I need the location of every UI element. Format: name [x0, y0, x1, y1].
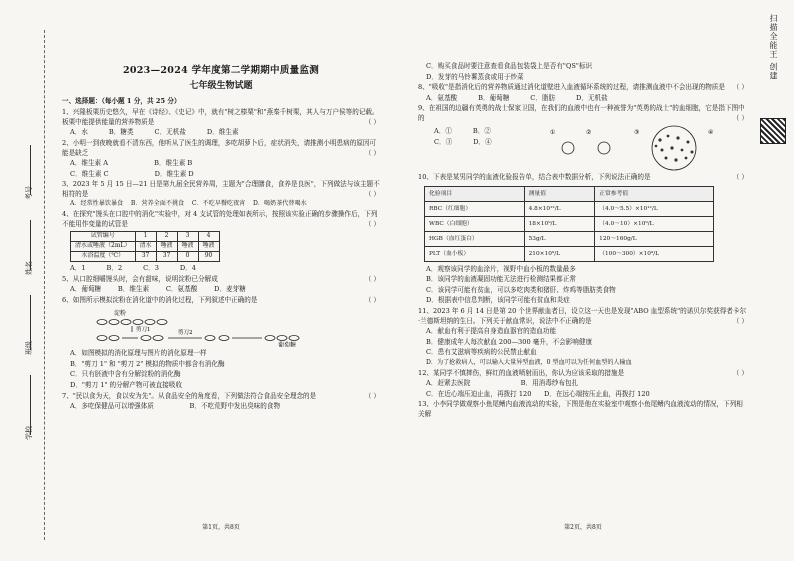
question-11-option-d: D．为了抢救病人，可以输入大量异型血液，0 型血可以为任何血型的人输血: [426, 358, 632, 366]
question-4: 4、在探究"馒头在口腔中的消化"实验中，对 4 支试管的处理如表所示，按照该实验正确的步骤操作后，下列不能用作变量的试管是 （ ）: [62, 210, 380, 228]
page-1-footer: 第1页，共8页: [202, 524, 240, 532]
table-row: HGB（血红蛋白） 53g/L 120～160g/L: [425, 231, 714, 246]
table-row: RBC（红细胞） 4.8×10¹²/L （4.0～5.5）×10¹²/L: [425, 201, 714, 216]
table-row: 化验项目 测量值 正常参考值: [425, 186, 714, 201]
starch-digestion-diagram: [92, 307, 380, 347]
question-8: 8、"吸收"是指消化后的营养物质通过消化道壁进入血液循环系统的过程，请推测血液中不会出现的物质是 （ ）: [418, 83, 748, 92]
question-9: 9、在祖国的边疆有英勇的战士保家卫国，在我们的血液中也有一种被誉为"英勇的战士"的血细胞，它是指下图中的 （ ）: [418, 104, 748, 122]
scanner-watermark: 扫描全能王 创建: [769, 14, 778, 81]
exam-subtitle: 七年级生物试题: [189, 80, 253, 91]
cell-label-4: ④: [708, 129, 714, 137]
question-12-option-ab: A．赶紧去医院 B．用消毒纱布包扎: [426, 379, 579, 388]
question-1-options: A．水 B．糖类 C．无机盐 D．维生素: [70, 128, 239, 137]
question-10-option-d: D．根据表中信息判断，该同学可能有贫血和炎症: [426, 296, 570, 305]
name-label: 姓名: [25, 261, 33, 275]
question-10-option-a: A．观察该同学的血涂片，视野中血小板的数量最多: [426, 264, 576, 273]
section-heading: 一、选择题：（每小题 1 分，共 25 分）: [62, 96, 181, 105]
page-2: [418, 30, 748, 535]
diagram-label-cut2: 剪刀2: [178, 330, 193, 337]
qr-code-icon: [760, 118, 786, 144]
exam-no-line: [30, 145, 31, 195]
name-line: [30, 220, 31, 270]
binding-margin: [0, 0, 56, 561]
table-row: WBC（白细胞） 18×10⁹/L （4.0～10）×10⁹/L: [425, 216, 714, 231]
blood-test-table: [424, 186, 714, 262]
page-2-footer: 第2页，共8页: [564, 524, 602, 532]
question-7-option-c: C．购买食品时要注意查看食品包装袋上是否有"QS"标识: [426, 62, 593, 70]
page-1: [62, 30, 380, 535]
question-12-option-cd: C．在近心端压迫止血，再拨打 120 D．在远心端按压止血，再拨打 120: [426, 389, 650, 398]
question-9-options-b: C．③ D．④: [434, 137, 492, 146]
table-row: 试管编号 1 2 3 4: [71, 232, 220, 242]
digestion-model-svg: [92, 307, 322, 347]
cell-label-2: ②: [586, 129, 592, 137]
question-6-option-b: B．"剪刀 1" 和 "剪刀 2" 模拟的物质中都含有消化酶: [70, 359, 225, 368]
question-11-option-b: B．健康成年人每次献血 200—300 毫升，不会影响健康: [426, 337, 593, 346]
question-2-options-b: C．维生素 C D．维生素 D: [70, 169, 194, 178]
diagram-label-glucose: 葡萄糖: [278, 342, 297, 348]
question-10-option-c: C．该同学可能有贫血，可以多吃肉类和猪肝、炸鸡等脂肪类食物: [426, 285, 616, 294]
question-3: 3、2023 年 5 月 15 日—21 日是第九届全民营养周，主题为"合理膳食，食养是良医"，下列做法与该主题不相符的是 （ ）: [62, 180, 380, 198]
blood-cell-diagram: [418, 124, 748, 172]
question-2-options-a: A．维生素 A B．维生素 B: [70, 159, 193, 168]
table-row: 水浴温度（℃） 37 37 0 90: [71, 252, 220, 262]
question-5-options: A．葡萄糖 B．维生素 C．氨基酸 D．麦芽糖: [70, 285, 246, 294]
question-6-option-d: D．"剪刀 1" 的分解产物可被直接吸收: [70, 381, 183, 390]
question-11-option-c: C．患有艾滋病等疾病的公民禁止献血: [426, 348, 537, 357]
question-7-option-d: D．发芽的马铃薯蒸食或用于炒菜: [426, 72, 524, 81]
exam-title: 2023—2024 学年度第二学期期中质量监测: [122, 65, 320, 76]
diagram-label-cut1: 剪刀1: [136, 327, 151, 334]
diagram-label-starch: 淀粉: [114, 310, 127, 318]
question-1: 1、兴隆板栗历史悠久，早在《诗经》、《史记》中，就有"树之榛栗"和"燕秦千树栗，其人与万户侯等的记载。板栗中能提供能量的营养物质是 （ ）: [62, 108, 380, 126]
question-6: 6、如图所示模拟淀粉在消化道中的消化过程，下列叙述中正确的是 （ ）: [62, 295, 380, 304]
question-10: 10、下表是某男同学的血液化验报告单，结合表中数据分析，下列说法正确的是 （ ）: [418, 173, 748, 182]
table-row: PLT（血小板） 210×10⁹/L （100～300）×10⁹/L: [425, 246, 714, 261]
class-label: 班级: [25, 341, 33, 355]
class-line: [30, 295, 31, 350]
table-row: 清水或唾液（2mL） 清水 唾液 唾液 唾液: [71, 242, 220, 252]
question-6-option-c: C．只有胚液中含有分解淀粉的消化酶: [70, 370, 181, 379]
question-10-option-b: B．该同学的血液凝固功能无法进行检测结果都正常: [426, 275, 576, 284]
question-13: 13、小李同学做观察小鱼尾鳍内血液流动的实验，下图是他在实验室中观察小鱼尾鳍内血液流动的情况，下列相关解: [418, 400, 743, 418]
question-4-options: A．1 B．2 C．3 D．4: [70, 264, 196, 273]
experiment-table: [70, 231, 220, 262]
cell-label-1: ①: [550, 129, 556, 137]
cell-label-3: ③: [634, 129, 640, 137]
school-line: [30, 375, 31, 435]
question-9-options-a: A．① B．②: [434, 127, 491, 136]
question-6-option-a: A．如图模拟的消化原理与图片的消化原理一样: [70, 349, 207, 358]
question-3-options: A．经常性暴饮暴食 B．营养全面不挑食 C．不吃早餐吃夜宵 D．喝奶茶代替喝水: [70, 200, 307, 208]
question-5: 5、从口腔细嚼馒头时，会有甜味，说明淀粉已分解成 （ ）: [62, 274, 380, 283]
question-11: 11、2023 年 6 月 14 日是第 20 个世界献血者日，设立这一天也是发现"ABO 血型系统"的诺贝尔奖获得者卡尔·兰德斯坦纳的生日。下列关于献血常识，说法中不正确的是 （ ）: [418, 307, 748, 325]
school-label: 学校: [25, 426, 33, 440]
question-2: 2、小明一到夜晚就看不清东西，他听从了医生的调理，多吃胡萝卜后，症状消失，请推测小明患病的原因可能是缺乏 （ ）: [62, 139, 380, 157]
question-7: 7、"民以食为天，食以安为先"。从食品安全的角度看，下列做法符合食品安全理念的是 （ ）: [62, 391, 380, 400]
question-7-option-ab: A．多吃保健品可以增强体质 B．不吃荒野中发出臭味的食物: [70, 402, 281, 411]
question-12: 12、某同学不慎摔伤，鲜红的血液喷射而出，你认为应该采取的措施是 （ ）: [418, 368, 748, 377]
question-8-options: A．氨基酸 B．葡萄糖 C．脂肪 D．无机盐: [426, 93, 608, 102]
binding-cut-line: [44, 30, 45, 540]
exam-no-label: 考号: [25, 186, 33, 200]
blood-cells-svg: [548, 124, 748, 172]
question-11-option-a: A．献血有利于提高自身造血器官的造血功能: [426, 327, 557, 336]
